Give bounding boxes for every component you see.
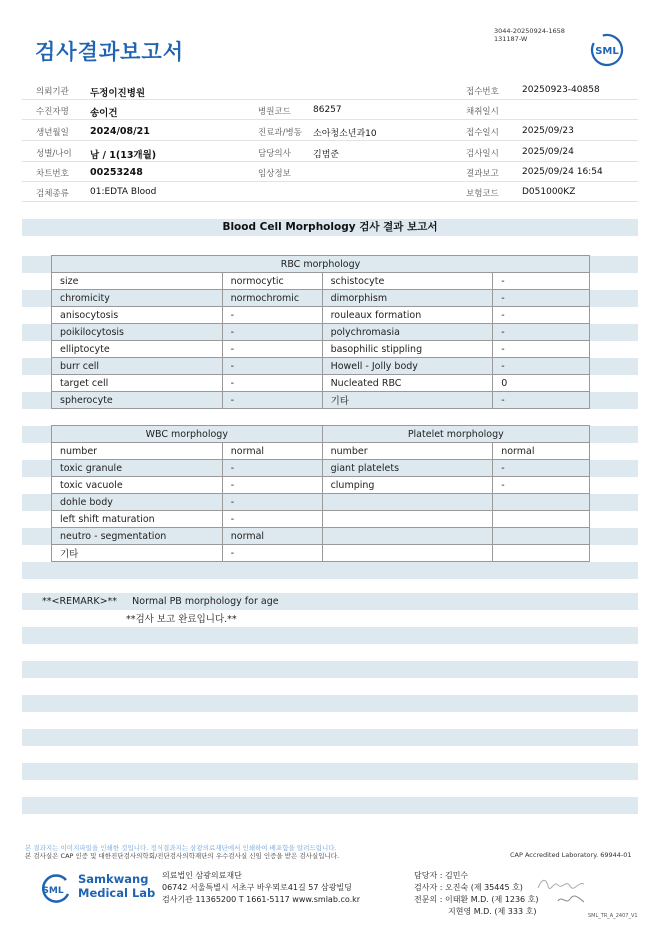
item-name-cell: Howell - Jolly body (322, 358, 493, 375)
item-value-cell: - (222, 545, 322, 562)
rbc-row (52, 307, 590, 324)
item-value-cell: - (493, 324, 590, 341)
clinical-label: 임상정보 (258, 169, 291, 179)
info-row-2 (22, 100, 638, 120)
staff-info (414, 870, 539, 918)
item-value-cell: - (222, 307, 322, 324)
item-name-cell: dimorphism (322, 290, 493, 307)
item-value-cell: - (493, 290, 590, 307)
stripe-band (22, 763, 638, 780)
brand-line1: Samkwang (78, 872, 149, 886)
brand-name (78, 872, 155, 900)
rbc-row (52, 375, 590, 392)
signature-2 (556, 893, 586, 907)
specimen-value: 01:EDTA Blood (90, 187, 157, 197)
item-name-cell: toxic vacuole (52, 477, 223, 494)
brand-line2: Medical Lab (78, 886, 156, 900)
item-name-cell (322, 511, 493, 528)
wbc-platelet-row (52, 511, 590, 528)
document-code-line1: 3044-20250924-1658 (494, 27, 565, 35)
patient-label: 수진자명 (36, 107, 69, 117)
receipt-no-value: 20250923-40858 (522, 85, 600, 95)
sex-age-label: 성별/나이 (36, 149, 72, 159)
rbc-header: RBC morphology (52, 256, 590, 273)
item-name-cell: clumping (322, 477, 493, 494)
item-value-cell: - (222, 392, 322, 409)
item-name-cell (322, 528, 493, 545)
document-code-line2: 131187-W (494, 35, 528, 43)
item-value-cell: - (222, 460, 322, 477)
info-row-3 (22, 121, 638, 141)
item-value-cell: normal (222, 443, 322, 460)
chart-no-label: 차트번호 (36, 169, 69, 179)
addr-line1: 의료법인 삼광의료재단 (162, 871, 242, 880)
info-row-4 (22, 142, 638, 162)
rbc-row (52, 273, 590, 290)
item-name-cell: polychromasia (322, 324, 493, 341)
remark-label: **<REMARK>** (42, 596, 118, 607)
item-name-cell: dohle body (52, 494, 223, 511)
info-row-1 (22, 80, 638, 100)
item-value-cell: normal (493, 443, 590, 460)
wbc-platelet-row (52, 443, 590, 460)
item-value-cell: 0 (493, 375, 590, 392)
hospital-label: 의뢰기관 (36, 87, 69, 97)
cap-accreditation: CAP Accredited Laboratory. 69944-01 (510, 851, 632, 859)
rbc-row (52, 392, 590, 409)
hospital-code-value: 86257 (313, 105, 342, 115)
item-value-cell: - (222, 358, 322, 375)
item-value-cell: - (493, 392, 590, 409)
stripe-band (22, 797, 638, 814)
item-value-cell: - (493, 358, 590, 375)
item-value-cell: - (222, 341, 322, 358)
report-date-label: 결과보고 (466, 169, 499, 179)
form-code: SML_TR_A_2407_V1 (588, 913, 638, 919)
specimen-label: 검체종류 (36, 189, 69, 199)
stripe-band (22, 627, 638, 644)
staff-line3: 전문의 : 이태환 M.D. (제 1236 호) (414, 895, 539, 904)
hospital-value: 두정이진병원 (90, 88, 146, 99)
stripe-band (22, 562, 638, 579)
item-name-cell: burr cell (52, 358, 223, 375)
item-value-cell: normal (222, 528, 322, 545)
samkwang-logo (36, 874, 72, 904)
staff-line4: 지현영 M.D. (제 333 호) (448, 907, 537, 916)
item-name-cell: giant platelets (322, 460, 493, 477)
item-name-cell: anisocytosis (52, 307, 223, 324)
item-name-cell: number (52, 443, 223, 460)
item-name-cell: schistocyte (322, 273, 493, 290)
item-value-cell: - (493, 341, 590, 358)
test-date-label: 검사일시 (466, 149, 499, 159)
sex-age-value: 남 / 1(13개월) (90, 150, 157, 161)
item-name-cell: 기타 (322, 392, 493, 409)
item-name-cell: neutro - segmentation (52, 528, 223, 545)
rbc-morphology-table (51, 255, 590, 409)
item-value-cell: - (222, 511, 322, 528)
doctor-label: 담당의사 (258, 149, 291, 159)
staff-line1: 담당자 : 김민수 (414, 871, 469, 880)
item-name-cell: spherocyte (52, 392, 223, 409)
addr-line2: 06742 서울특별시 서초구 바우뫼로41길 57 삼광빌딩 (162, 883, 352, 892)
remark-line2: **검사 보고 완료입니다.** (126, 614, 237, 625)
dept-label: 진료과/병동 (258, 128, 302, 138)
remark-text: Normal PB morphology for age (132, 596, 279, 607)
document-code (494, 27, 565, 43)
rbc-row (52, 290, 590, 307)
item-value-cell: - (222, 477, 322, 494)
wbc-header: WBC morphology (52, 426, 323, 443)
item-name-cell: elliptocyte (52, 341, 223, 358)
doctor-value: 김범준 (313, 150, 340, 160)
sml-logo-text: SML (595, 46, 619, 57)
wbc-header-row (52, 426, 590, 443)
wbc-platelet-row (52, 460, 590, 477)
wbc-platelet-row (52, 545, 590, 562)
stripe-band (22, 695, 638, 712)
item-name-cell: poikilocytosis (52, 324, 223, 341)
report-date-value: 2025/09/24 16:54 (522, 167, 603, 177)
rbc-row (52, 341, 590, 358)
wbc-platelet-table (51, 425, 590, 562)
item-name-cell: toxic granule (52, 460, 223, 477)
chart-no-value: 00253248 (90, 167, 143, 178)
item-name-cell: rouleaux formation (322, 307, 493, 324)
lab-address (162, 870, 360, 906)
item-name-cell: basophilic stippling (322, 341, 493, 358)
wbc-platelet-row (52, 494, 590, 511)
hospital-code-label: 병원코드 (258, 107, 291, 117)
item-value-cell: - (493, 273, 590, 290)
item-name-cell: number (322, 443, 493, 460)
wbc-platelet-row (52, 477, 590, 494)
receipt-no-label: 접수번호 (466, 87, 499, 97)
item-value-cell: - (493, 477, 590, 494)
item-value-cell: normocytic (222, 273, 322, 290)
wbc-platelet-row (52, 528, 590, 545)
item-name-cell: left shift maturation (52, 511, 223, 528)
patient-value: 송이건 (90, 108, 118, 119)
item-name-cell (322, 494, 493, 511)
sml-logo (590, 33, 624, 67)
rbc-row (52, 358, 590, 375)
item-name-cell: 기타 (52, 545, 223, 562)
item-value-cell (493, 494, 590, 511)
platelet-header: Platelet morphology (322, 426, 589, 443)
stripe-band (22, 729, 638, 746)
insurance-label: 보험코드 (466, 189, 499, 199)
item-value-cell: - (493, 460, 590, 477)
footer-note-image: 본 결과지는 이미지파일을 인쇄한 것입니다. 정식결과지는 삼광의료재단에서 인쇄하여 배포함을 알려드립니다. (25, 844, 337, 852)
item-value-cell (493, 528, 590, 545)
receipt-date-value: 2025/09/23 (522, 126, 574, 136)
item-name-cell: chromicity (52, 290, 223, 307)
item-name-cell (322, 545, 493, 562)
addr-line3: 검사기관 11365200 T 1661-5117 www.smlab.co.kr (162, 895, 361, 904)
rbc-row (52, 324, 590, 341)
test-date-value: 2025/09/24 (522, 147, 574, 157)
report-title: Blood Cell Morphology 검사 결과 보고서 (222, 221, 438, 233)
info-row-6 (22, 182, 638, 202)
item-value-cell: - (222, 324, 322, 341)
item-value-cell: - (222, 375, 322, 392)
receipt-date-label: 접수일시 (466, 128, 499, 138)
item-value-cell: normochromic (222, 290, 322, 307)
dob-value: 2024/08/21 (90, 126, 150, 137)
signature-1 (536, 876, 586, 892)
item-name-cell: Nucleated RBC (322, 375, 493, 392)
item-name-cell: size (52, 273, 223, 290)
staff-line2: 검사자 : 오진숙 (제 35445 호) (414, 883, 523, 892)
item-name-cell: target cell (52, 375, 223, 392)
dept-value: 소아청소년과10 (313, 129, 377, 139)
insurance-value: D051000KZ (522, 187, 576, 197)
item-value-cell (493, 511, 590, 528)
item-value-cell (493, 545, 590, 562)
samkwang-logo-text: SML (42, 886, 64, 896)
dob-label: 생년월일 (36, 128, 69, 138)
item-value-cell: - (493, 307, 590, 324)
rbc-header-row (52, 256, 590, 273)
remark (42, 596, 279, 607)
item-value-cell: - (222, 494, 322, 511)
collect-date-label: 채취일시 (466, 107, 499, 117)
page-title: 검사결과보고서 (35, 40, 185, 64)
stripe-band (22, 661, 638, 678)
info-row-5 (22, 162, 638, 182)
footer-note-accreditation: 본 검사실은 CAP 인증 및 대한진단검사의학회/진단검사의학재단의 우수검사실 신임 인증을 받은 검사실입니다. (25, 852, 340, 860)
